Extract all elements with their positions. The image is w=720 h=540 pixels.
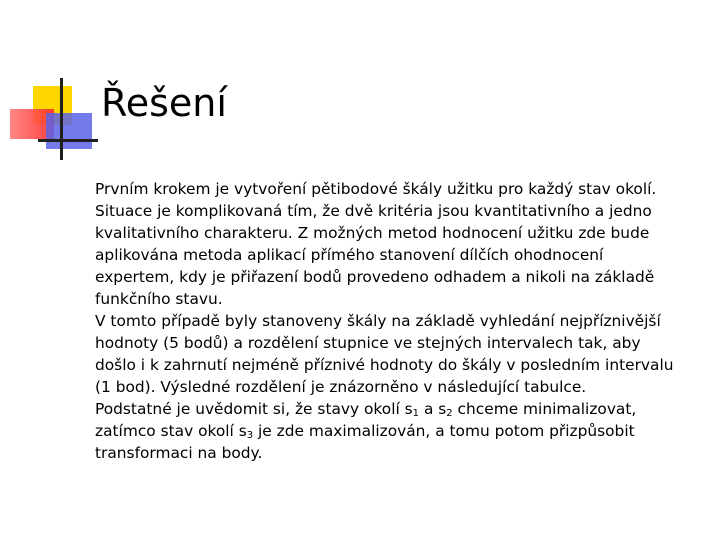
slide-title: Řešení: [101, 81, 227, 125]
paragraph-scales: V tomto případě byly stanoveny škály na základě vyhledání nejpříznivější hodnoty (5 bodů) a rozdělení stupnice ve stejných intervalech tak, aby došlo i k zahrnutí nejméně příznivé hodnoty do škály v posledním intervalu (1 bod). Výsledné rozdělení je znázorněno v následující tabulce.: [95, 312, 674, 396]
paragraph-transform-text-4: je zde maximalizován, a tomu potom přizpůsobit transformaci na body.: [95, 422, 635, 462]
logo-blue-square: [46, 113, 92, 149]
paragraph-transform-text-2: a s: [419, 400, 447, 418]
slide-body: [95, 178, 680, 464]
logo-horizontal-line: [38, 139, 98, 142]
paragraph-transform-text-1: Podstatné je uvědomit si, že stavy okolí s: [95, 400, 413, 418]
subscript-3: 3: [246, 430, 254, 441]
subscript-2: 2: [446, 408, 453, 419]
paragraph-transform-text-3: chceme minimalizovat, zatímco stav okolí s: [95, 400, 637, 440]
subscript-1: 1: [412, 408, 420, 419]
paragraph-transform: [95, 398, 680, 464]
logo-vertical-line: [60, 78, 63, 160]
paragraph-intro: Prvním krokem je vytvoření pětibodové škály užitku pro každý stav okolí. Situace je komplikovaná tím, že dvě kritéria jsou kvantitativního a jedno kvalitativního charakteru. Z možných metod hodnocení užitku zde bude aplikována metoda aplikací přímého stanovení dílčích ohodnocení expertem, kdy je přiřazení bodů provedeno odhadem a nikoli na základě funkčního stavu.: [95, 180, 657, 308]
slide-logo-decoration: [0, 0, 100, 170]
